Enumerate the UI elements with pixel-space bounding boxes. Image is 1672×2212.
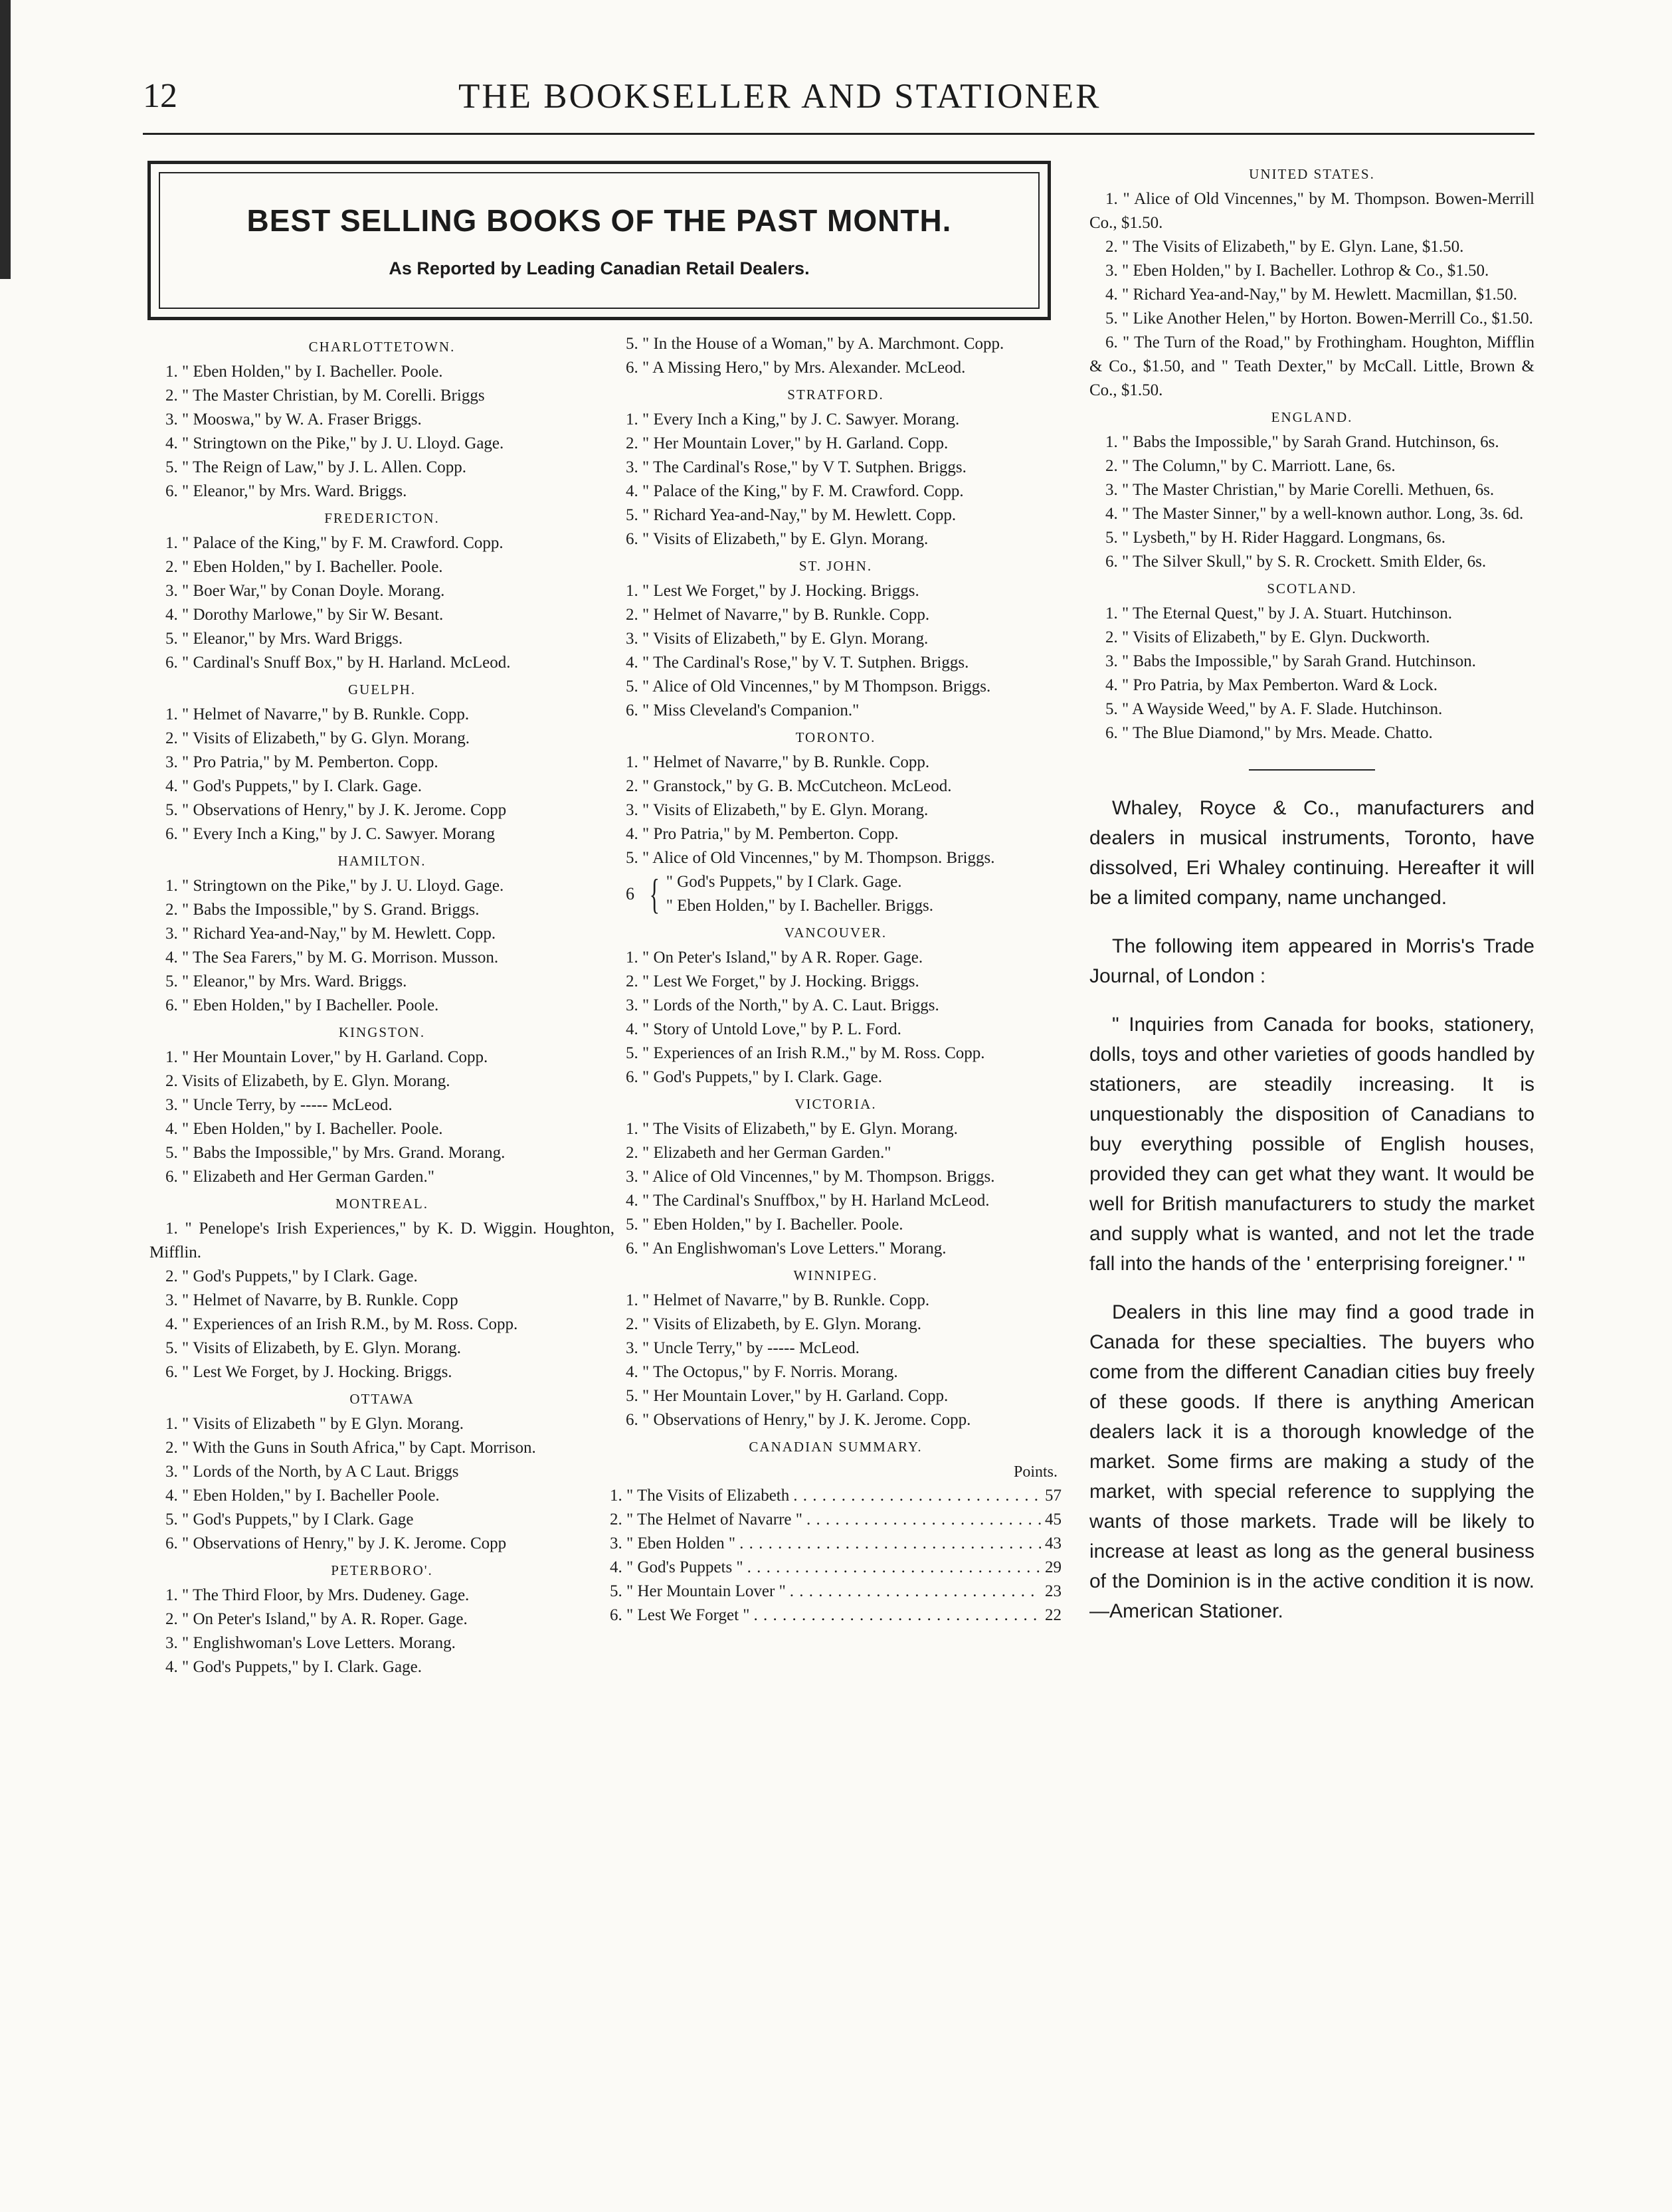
book-entry: 1. " The Eternal Quest," by J. A. Stuart. Hutchinson. (1105, 604, 1452, 622)
book-entry: 3. " Eben Holden," by I. Bacheller. Lothrop & Co., $1.50. (1105, 262, 1489, 280)
book-entry: 3. " The Master Christian," by Marie Corelli. Methuen, 6s. (1105, 481, 1495, 499)
publication-title: THE BOOKSELLER AND STATIONER (458, 77, 1101, 116)
city-heading: UNITED STATES. (1249, 166, 1375, 182)
book-entry: 2. " Visits of Elizabeth," by E. Glyn. Duckworth. (1105, 628, 1430, 646)
city-section (149, 849, 614, 1018)
section-divider (1249, 769, 1375, 771)
book-entry: 3. " Boer War," by Conan Doyle. Morang. (165, 582, 445, 600)
book-entry: 3. " Englishwoman's Love Letters. Morang. (165, 1634, 456, 1652)
book-entry: 4. " The Cardinal's Snuffbox," by H. Harland McLeod. (626, 1192, 990, 1210)
book-entry: 4. " God's Puppets," by I. Clark. Gage. (165, 777, 422, 795)
page-header (143, 76, 1534, 136)
city-heading: ENGLAND. (1271, 409, 1353, 425)
city-section (610, 383, 1062, 551)
box-title: BEST SELLING BOOKS OF THE PAST MONTH. (246, 203, 952, 238)
book-entry: 3. " Helmet of Navarre, by B. Runkle. Copp (165, 1291, 458, 1309)
book-entry: 2. " The Master Christian, by M. Corelli. Briggs (165, 387, 485, 405)
book-entry: 3. " Richard Yea-and-Nay," by M. Hewlett. Copp. (165, 925, 496, 943)
book-entry: 2. " Visits of Elizabeth, by E. Glyn. Morang. (626, 1315, 921, 1333)
book-entry: 3. " Visits of Elizabeth," by E. Glyn. Morang. (626, 630, 929, 648)
book-entry: 3. " Uncle Terry," by ----- McLeod. (626, 1339, 860, 1357)
tied-entry (610, 870, 1062, 918)
book-entry: 2. " Granstock," by G. B. McCutcheon. McLeod. (626, 777, 952, 795)
book-entry: 6. " The Blue Diamond," by Mrs. Meade. Chatto. (1105, 724, 1433, 742)
book-entry: 4. " Stringtown on the Pike," by J. U. Lloyd. Gage. (165, 434, 504, 452)
book-entry: 4. " Dorothy Marlowe," by Sir W. Besant. (165, 606, 444, 624)
book-entry: 1. " Eben Holden," by I. Bacheller. Poole. (165, 363, 443, 381)
book-entry: 1. " The Third Floor, by Mrs. Dudeney. Gage. (165, 1586, 470, 1604)
summary-row (610, 1580, 1062, 1604)
book-entry: 2. " Helmet of Navarre," by B. Runkle. Copp. (626, 606, 930, 624)
column-1 (149, 332, 614, 1679)
leader-dots (793, 1484, 1041, 1508)
city-section (149, 506, 614, 675)
tie-line: " God's Puppets," by I Clark. Gage. (666, 873, 902, 891)
book-entry: 6. " Every Inch a King," by J. C. Sawyer. Morang (165, 825, 496, 843)
summary-book-title: 1. " The Visits of Elizabeth (610, 1487, 790, 1505)
book-entry: 4. " The Octopus," by F. Norris. Morang. (626, 1363, 898, 1381)
city-heading: TORONTO. (795, 729, 876, 745)
canadian-summary (610, 1435, 1062, 1627)
city-heading: FREDERICTON. (324, 510, 440, 526)
book-entry: 4. " Richard Yea-and-Nay," by M. Hewlett. Macmillan, $1.50. (1105, 286, 1518, 304)
city-heading: STRATFORD. (787, 387, 884, 403)
book-entry: 5. " Alice of Old Vincennes," by M Thompson. Briggs. (626, 678, 991, 695)
city-heading: ST. JOHN. (798, 558, 873, 574)
city-section (149, 1387, 614, 1556)
book-entry: 1. " Every Inch a King," by J. C. Sawyer. Morang. (626, 411, 960, 428)
book-entry: 4. " Pro Patria, by Max Pemberton. Ward & Lock. (1105, 676, 1438, 694)
book-entry: 5. " Richard Yea-and-Nay," by M. Hewlett. Copp. (626, 506, 957, 524)
summary-row (610, 1556, 1062, 1580)
book-entry: 5. " The Reign of Law," by J. L. Allen. Copp. (165, 458, 467, 476)
book-entry: 2. " On Peter's Island," by A. R. Roper. Gage. (165, 1610, 468, 1628)
column-3 (1089, 159, 1534, 1645)
book-entry: 4. " God's Puppets," by I. Clark. Gage. (165, 1658, 422, 1676)
articles (1089, 793, 1534, 1626)
book-entry: 1. " Her Mountain Lover," by H. Garland. Copp. (165, 1048, 488, 1066)
book-entry: 2. " The Column," by C. Marriott. Lane, 6s. (1105, 457, 1396, 475)
article-paragraph: Whaley, Royce & Co., manufacturers and dealers in musical instruments, Toronto, have dissolved, Eri Whaley continuing. Hereafter it will be a limited company, name unchanged. (1089, 797, 1534, 909)
book-entry: 6. " God's Puppets," by I. Clark. Gage. (626, 1068, 882, 1086)
book-entry: 6. " An Englishwoman's Love Letters." Morang. (626, 1240, 947, 1257)
book-entry: 5. " Experiences of an Irish R.M.," by M. Ross. Copp. (626, 1044, 985, 1062)
article-paragraph: " Inquiries from Canada for books, stationery, dolls, toys and other varieties of goods handled by stationers, are steadily increasing. It is unquestionably the disposition of Canadians to buy everything possible of English houses, provided they can get what they want. It would be well for British manufacturers to study the market and supply what is wanted, and not let the trade fall into the hands of the ' enterprising foreigner.' " (1089, 1014, 1534, 1275)
city-heading: SCOTLAND. (1267, 581, 1357, 597)
book-entry: 3. " Mooswa," by W. A. Fraser Briggs. (165, 411, 422, 428)
book-entry: 6. " The Silver Skull," by S. R. Crockett. Smith Elder, 6s. (1105, 553, 1487, 571)
book-entry: 1. " Lest We Forget," by J. Hocking. Briggs. (626, 582, 919, 600)
city-heading: VANCOUVER. (784, 925, 887, 941)
city-heading: GUELPH. (347, 682, 417, 697)
book-entry: 2. " Visits of Elizabeth," by G. Glyn. Morang. (165, 729, 470, 747)
book-entry: 1. " Penelope's Irish Experiences," by K. D. Wiggin. Houghton, Mifflin. (149, 1220, 614, 1261)
book-entry: 4. " The Cardinal's Rose," by V. T. Sutphen. Briggs. (626, 654, 969, 672)
book-entry: 4. " The Master Sinner," by a well-known author. Long, 3s. 6d. (1105, 505, 1524, 523)
book-entry: 6. " Eben Holden," by I Bacheller. Poole. (165, 996, 439, 1014)
city-heading: PETERBORO'. (331, 1562, 433, 1578)
book-entry: 2. " Lest We Forget," by J. Hocking. Briggs. (626, 972, 919, 990)
book-entry: 6. " Observations of Henry," by J. K. Jerome. Copp (165, 1534, 507, 1552)
summary-points: 29 (1045, 1558, 1062, 1576)
city-section (610, 725, 1062, 918)
city-section (149, 1192, 614, 1384)
book-entry: 4. " The Sea Farers," by M. G. Morrison. Musson. (165, 949, 499, 967)
summary-points: 57 (1045, 1487, 1062, 1505)
tie-lines (666, 870, 1062, 918)
city-heading: HAMILTON. (337, 853, 426, 869)
book-entry: 6. " Cardinal's Snuff Box," by H. Harland. McLeod. (165, 654, 511, 672)
book-entry: 6. " Visits of Elizabeth," by E. Glyn. Morang. (626, 530, 929, 548)
book-entry: 3. " Uncle Terry, by ----- McLeod. (165, 1096, 393, 1114)
book-entry: 4. " Palace of the King," by F. M. Crawford. Copp. (626, 482, 964, 500)
book-entry: 5. " Eleanor," by Mrs. Ward. Briggs. (165, 972, 407, 990)
leader-dots (747, 1556, 1041, 1580)
book-entry: 1. " Helmet of Navarre," by B. Runkle. Copp. (626, 753, 930, 771)
summary-book-title: 2. " The Helmet of Navarre " (610, 1511, 802, 1528)
book-entry: 5. " Like Another Helen," by Horton. Bowen-Merrill Co., $1.50. (1105, 310, 1533, 327)
leader-dots (739, 1532, 1041, 1556)
leader-dots (790, 1580, 1041, 1604)
city-section (610, 554, 1062, 723)
brace-glyph: { (649, 870, 660, 917)
book-entry: 2. " Eben Holden," by I. Bacheller. Poole. (165, 558, 443, 576)
city-section (149, 335, 614, 504)
book-entry: 1. " Palace of the King," by F. M. Crawford. Copp. (165, 534, 504, 552)
book-entry: 2. " With the Guns in South Africa," by Capt. Morrison. (165, 1439, 536, 1457)
book-entry: 1. " The Visits of Elizabeth," by E. Glyn. Morang. (626, 1120, 958, 1138)
book-entry: 1. " Visits of Elizabeth " by E Glyn. Morang. (165, 1415, 464, 1433)
book-entry: 2. Visits of Elizabeth, by E. Glyn. Morang. (165, 1072, 450, 1090)
book-entry: 3. " Lords of the North, by A C Laut. Briggs (165, 1463, 459, 1481)
summary-title: CANADIAN SUMMARY. (749, 1439, 923, 1455)
book-entry: 5. " Observations of Henry," by J. K. Jerome. Copp (165, 801, 507, 819)
summary-points-label: Points. (1013, 1463, 1058, 1481)
summary-points: 22 (1045, 1606, 1062, 1624)
summary-row (610, 1508, 1062, 1532)
title-box (147, 161, 1051, 320)
summary-book-title: 4. " God's Puppets " (610, 1558, 743, 1576)
city-section (1089, 577, 1534, 745)
title-box-inner-border (159, 172, 1040, 309)
book-entry: 3. " The Cardinal's Rose," by V T. Sutphen. Briggs. (626, 458, 967, 476)
book-entry: 2. " Her Mountain Lover," by H. Garland. Copp. (626, 434, 949, 452)
book-entry: 6. " Eleanor," by Mrs. Ward. Briggs. (165, 482, 407, 500)
book-entry: 6. " Observations of Henry," by J. K. Jerome. Copp. (626, 1411, 971, 1429)
book-entry: 1. " On Peter's Island," by A R. Roper. Gage. (626, 949, 923, 967)
city-section (610, 921, 1062, 1089)
city-heading: CHARLOTTETOWN. (308, 339, 456, 355)
book-entry: 6. " The Turn of the Road," by Frothingham. Houghton, Mifflin & Co., $1.50, and " Teath Dexter," by McCall. Little, Brown & Co., $1.50. (1089, 333, 1534, 399)
book-entry: 6. " Elizabeth and Her German Garden." (165, 1168, 434, 1186)
column-3-sections (1089, 162, 1534, 745)
tie-number: 6 (626, 884, 634, 903)
book-entry: 5. " Eleanor," by Mrs. Ward Briggs. (165, 630, 403, 648)
book-entry: 5. " Visits of Elizabeth, by E. Glyn. Morang. (165, 1339, 461, 1357)
summary-rows (610, 1484, 1062, 1627)
book-entry: 3. " Visits of Elizabeth," by E. Glyn. Morang. (626, 801, 929, 819)
book-entry: 5. " God's Puppets," by I Clark. Gage (165, 1511, 414, 1528)
book-entry: 3. " Alice of Old Vincennes," by M. Thompson. Briggs. (626, 1168, 995, 1186)
city-section (1089, 405, 1534, 574)
summary-book-title: 5. " Her Mountain Lover " (610, 1582, 786, 1600)
leader-dots (754, 1604, 1041, 1627)
book-entry: 5. " Lysbeth," by H. Rider Haggard. Longmans, 6s. (1105, 529, 1446, 547)
book-entry: 5. " Eben Holden," by I. Bacheller. Poole. (626, 1216, 903, 1234)
book-entry: 4. " Eben Holden," by I. Bacheller Poole. (165, 1487, 440, 1505)
city-heading: KINGSTON. (338, 1024, 426, 1040)
book-entry: 6. " Miss Cleveland's Companion." (626, 701, 860, 719)
summary-row (610, 1484, 1062, 1508)
book-entry: 6. " Lest We Forget, by J. Hocking. Briggs. (165, 1363, 452, 1381)
book-entry: 1. " Helmet of Navarre," by B. Runkle. Copp. (626, 1291, 930, 1309)
article-paragraph: Dealers in this line may find a good trade in Canada for these specialties. The buyers who come from the different Canadian cities buy freely of these goods. If there is anything American dealers lack it is a thorough knowledge of the market. Some firms are making a study of the market, with special reference to supplying the wants of those markets. Trade will be likely to increase at least as long as the general business of the Dominion is in the active condition it is now.—American Stationer. (1089, 1301, 1534, 1622)
book-entry: 5. " A Wayside Weed," by A. F. Slade. Hutchinson. (1105, 700, 1443, 718)
book-entry: 2. " The Visits of Elizabeth," by E. Glyn. Lane, $1.50. (1105, 238, 1464, 256)
summary-book-title: 6. " Lest We Forget " (610, 1606, 750, 1624)
summary-points: 45 (1045, 1511, 1062, 1528)
city-section (149, 678, 614, 846)
book-entry: 1. " Alice of Old Vincennes," by M. Thompson. Bowen-Merrill Co., $1.50. (1089, 190, 1534, 232)
book-entry: 2. " God's Puppets," by I Clark. Gage. (165, 1267, 418, 1285)
column-2 (610, 332, 1062, 1627)
page-number: 12 (143, 77, 177, 115)
column-2-sections (610, 383, 1062, 1432)
summary-row (610, 1532, 1062, 1556)
summary-points: 43 (1045, 1534, 1062, 1552)
book-entry: 5. " Her Mountain Lover," by H. Garland. Copp. (626, 1387, 949, 1405)
book-entry: 1. " Babs the Impossible," by Sarah Grand. Hutchinson, 6s. (1105, 433, 1499, 451)
book-entry: 5. " Babs the Impossible," by Mrs. Grand. Morang. (165, 1144, 506, 1162)
city-heading: MONTREAL. (335, 1196, 428, 1212)
book-entry: 3. " Lords of the North," by A. C. Laut. Briggs. (626, 996, 939, 1014)
city-section (610, 1263, 1062, 1432)
book-entry: 3. " Babs the Impossible," by Sarah Grand. Hutchinson. (1105, 652, 1476, 670)
book-entry: 4. " Story of Untold Love," by P. L. Ford. (626, 1020, 901, 1038)
summary-row (610, 1604, 1062, 1627)
article-paragraph: The following item appeared in Morris's Trade Journal, of London : (1089, 935, 1534, 987)
column-2-continued-entries (610, 332, 1062, 380)
city-section (1089, 162, 1534, 403)
leader-dots (806, 1508, 1041, 1532)
book-entry: 5. " In the House of a Woman," by A. Marchmont. Copp. (626, 335, 1004, 353)
book-entry: 4. " Eben Holden," by I. Bacheller. Poole. (165, 1120, 443, 1138)
city-section (149, 1020, 614, 1189)
city-heading: VICTORIA. (794, 1096, 877, 1112)
book-entry: 5. " Alice of Old Vincennes," by M. Thompson. Briggs. (626, 849, 995, 867)
summary-book-title: 3. " Eben Holden " (610, 1534, 736, 1552)
book-entry: 1. " Stringtown on the Pike," by J. U. Lloyd. Gage. (165, 877, 504, 895)
city-section (610, 1092, 1062, 1261)
book-entry: 3. " Pro Patria," by M. Pemberton. Copp. (165, 753, 438, 771)
book-entry: 1. " Helmet of Navarre," by B. Runkle. Copp. (165, 705, 470, 723)
book-entry: 4. " Experiences of an Irish R.M., by M. Ross. Copp. (165, 1315, 518, 1333)
book-entry: 2. " Elizabeth and her German Garden." (626, 1144, 891, 1162)
tie-line: " Eben Holden," by I. Bacheller. Briggs. (666, 897, 933, 915)
scan-edge (0, 0, 11, 279)
summary-points: 23 (1045, 1582, 1062, 1600)
book-entry: 2. " Babs the Impossible," by S. Grand. Briggs. (165, 901, 480, 919)
book-entry: 4. " Pro Patria," by M. Pemberton. Copp. (626, 825, 899, 843)
box-subtitle: As Reported by Leading Canadian Retail Dealers. (389, 258, 810, 278)
city-heading: WINNIPEG. (793, 1267, 878, 1283)
book-entry: 6. " A Missing Hero," by Mrs. Alexander. McLeod. (626, 359, 966, 377)
city-section (149, 1558, 614, 1679)
city-heading: OTTAWA (349, 1391, 415, 1407)
header-rule (143, 133, 1534, 135)
